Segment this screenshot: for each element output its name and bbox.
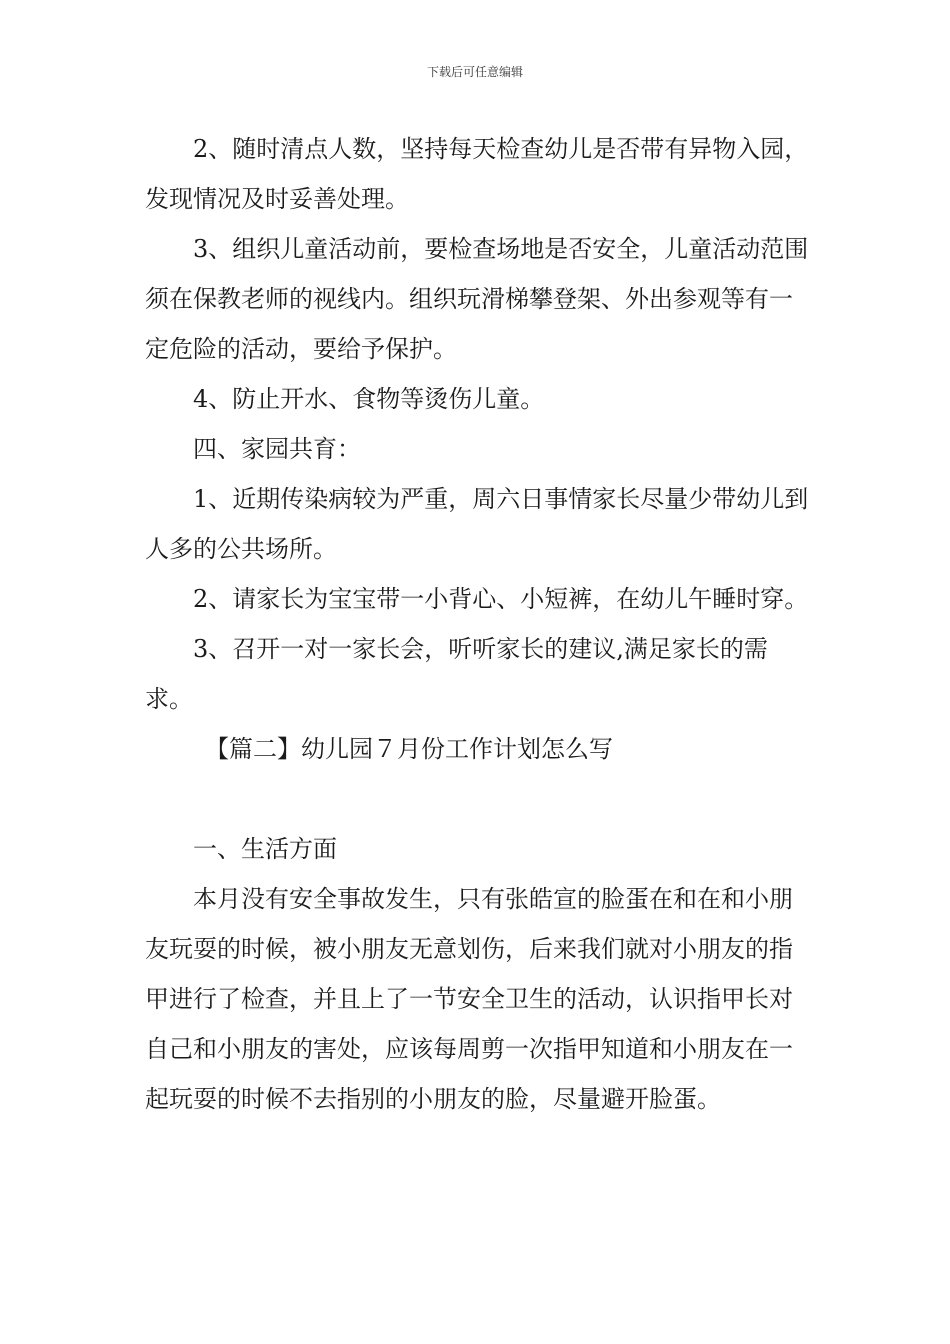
paragraph: 4、防止开水、食物等烫伤儿童。: [193, 385, 545, 413]
page-header-note: 下载后可任意编辑: [426, 65, 523, 79]
section-title: 【篇二】幼儿园７月份工作计划怎么写: [205, 735, 613, 763]
blank-line: [145, 774, 809, 824]
paragraph: 1、近期传染病较为严重，周六日事情家长尽量少带幼儿到人多的公共场所。: [145, 485, 809, 563]
paragraph: 2、请家长为宝宝带一小背心、小短裤，在幼儿午睡时穿。: [193, 585, 809, 613]
paragraph: 3、组织儿童活动前，要检查场地是否安全，儿童活动范围须在保教老师的视线内。组织玩滑梯攀登架、外出参观等有一定危险的活动，要给予保护。: [145, 235, 809, 363]
section-heading: 一、生活方面: [193, 835, 337, 863]
paragraph: 2、随时清点人数，坚持每天检查幼儿是否带有异物入园，发现情况及时妥善处理。: [145, 135, 809, 213]
document-body: [145, 124, 809, 1124]
section-heading: 四、家园共育：: [193, 435, 361, 463]
paragraph: 3、召开一对一家长会，听听家长的建议,满足家长的需求。: [145, 635, 768, 713]
paragraph: 本月没有安全事故发生，只有张皓宣的脸蛋在和在和小朋友玩耍的时候，被小朋友无意划伤，后来我们就对小朋友的指甲进行了检查，并且上了一节安全卫生的活动，认识指甲长对自己和小朋友的害处，应该每周剪一次指甲知道和小朋友在一起玩耍的时候不去指别的小朋友的脸，尽量避开脸蛋。: [145, 885, 793, 1113]
